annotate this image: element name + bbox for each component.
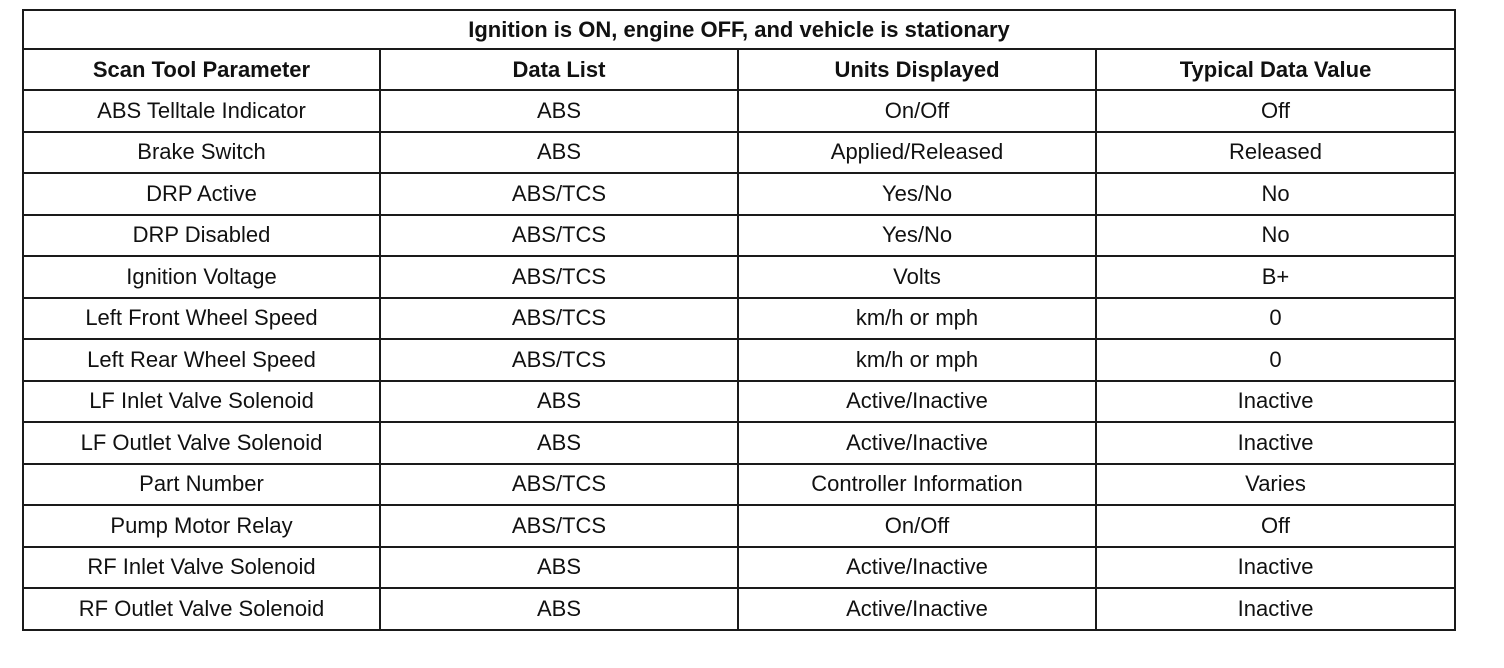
cell-scan-tool-parameter: Part Number — [23, 464, 380, 506]
cell-data-list: ABS/TCS — [380, 256, 738, 298]
cell-scan-tool-parameter: DRP Active — [23, 173, 380, 215]
table-row — [23, 173, 1455, 215]
table-row — [23, 298, 1455, 340]
cell-units-displayed: Controller Information — [738, 464, 1096, 506]
cell-units-displayed: Yes/No — [738, 215, 1096, 257]
cell-data-list: ABS — [380, 422, 738, 464]
cell-scan-tool-parameter: RF Outlet Valve Solenoid — [23, 588, 380, 630]
cell-data-list: ABS — [380, 547, 738, 589]
table-row — [23, 588, 1455, 630]
cell-scan-tool-parameter: Brake Switch — [23, 132, 380, 174]
cell-scan-tool-parameter: LF Outlet Valve Solenoid — [23, 422, 380, 464]
cell-typical-data-value: Off — [1096, 90, 1455, 132]
cell-data-list: ABS — [380, 132, 738, 174]
table-row — [23, 464, 1455, 506]
cell-typical-data-value: 0 — [1096, 298, 1455, 340]
table-row — [23, 90, 1455, 132]
cell-units-displayed: Active/Inactive — [738, 381, 1096, 423]
column-header-typical-data-value: Typical Data Value — [1096, 49, 1455, 90]
cell-data-list: ABS/TCS — [380, 298, 738, 340]
cell-units-displayed: Applied/Released — [738, 132, 1096, 174]
cell-units-displayed: km/h or mph — [738, 339, 1096, 381]
table-row — [23, 339, 1455, 381]
cell-typical-data-value: Off — [1096, 505, 1455, 547]
cell-units-displayed: Active/Inactive — [738, 588, 1096, 630]
cell-units-displayed: Volts — [738, 256, 1096, 298]
cell-data-list: ABS/TCS — [380, 339, 738, 381]
table-title: Ignition is ON, engine OFF, and vehicle is stationary — [23, 10, 1455, 49]
cell-typical-data-value: Inactive — [1096, 547, 1455, 589]
table-row — [23, 505, 1455, 547]
cell-scan-tool-parameter: Pump Motor Relay — [23, 505, 380, 547]
cell-typical-data-value: No — [1096, 173, 1455, 215]
cell-data-list: ABS — [380, 381, 738, 423]
cell-units-displayed: On/Off — [738, 505, 1096, 547]
scan-tool-data-table — [22, 9, 1456, 631]
cell-typical-data-value: No — [1096, 215, 1455, 257]
table-row — [23, 256, 1455, 298]
column-header-scan-tool-parameter: Scan Tool Parameter — [23, 49, 380, 90]
cell-units-displayed: Active/Inactive — [738, 422, 1096, 464]
table-row — [23, 422, 1455, 464]
cell-data-list: ABS/TCS — [380, 173, 738, 215]
cell-units-displayed: On/Off — [738, 90, 1096, 132]
table-row — [23, 132, 1455, 174]
cell-data-list: ABS/TCS — [380, 505, 738, 547]
column-header-data-list: Data List — [380, 49, 738, 90]
table-row — [23, 215, 1455, 257]
cell-scan-tool-parameter: DRP Disabled — [23, 215, 380, 257]
cell-scan-tool-parameter: Ignition Voltage — [23, 256, 380, 298]
cell-typical-data-value: 0 — [1096, 339, 1455, 381]
cell-data-list: ABS/TCS — [380, 215, 738, 257]
cell-units-displayed: Active/Inactive — [738, 547, 1096, 589]
column-header-units-displayed: Units Displayed — [738, 49, 1096, 90]
cell-units-displayed: Yes/No — [738, 173, 1096, 215]
cell-scan-tool-parameter: Left Rear Wheel Speed — [23, 339, 380, 381]
cell-typical-data-value: B+ — [1096, 256, 1455, 298]
cell-typical-data-value: Varies — [1096, 464, 1455, 506]
cell-typical-data-value: Released — [1096, 132, 1455, 174]
cell-scan-tool-parameter: LF Inlet Valve Solenoid — [23, 381, 380, 423]
cell-typical-data-value: Inactive — [1096, 422, 1455, 464]
cell-data-list: ABS — [380, 588, 738, 630]
cell-typical-data-value: Inactive — [1096, 588, 1455, 630]
cell-scan-tool-parameter: RF Inlet Valve Solenoid — [23, 547, 380, 589]
cell-scan-tool-parameter: ABS Telltale Indicator — [23, 90, 380, 132]
table-row — [23, 547, 1455, 589]
table-title-row — [23, 10, 1455, 49]
cell-units-displayed: km/h or mph — [738, 298, 1096, 340]
table-row — [23, 381, 1455, 423]
table-header-row — [23, 49, 1455, 90]
cell-data-list: ABS/TCS — [380, 464, 738, 506]
cell-typical-data-value: Inactive — [1096, 381, 1455, 423]
cell-scan-tool-parameter: Left Front Wheel Speed — [23, 298, 380, 340]
cell-data-list: ABS — [380, 90, 738, 132]
